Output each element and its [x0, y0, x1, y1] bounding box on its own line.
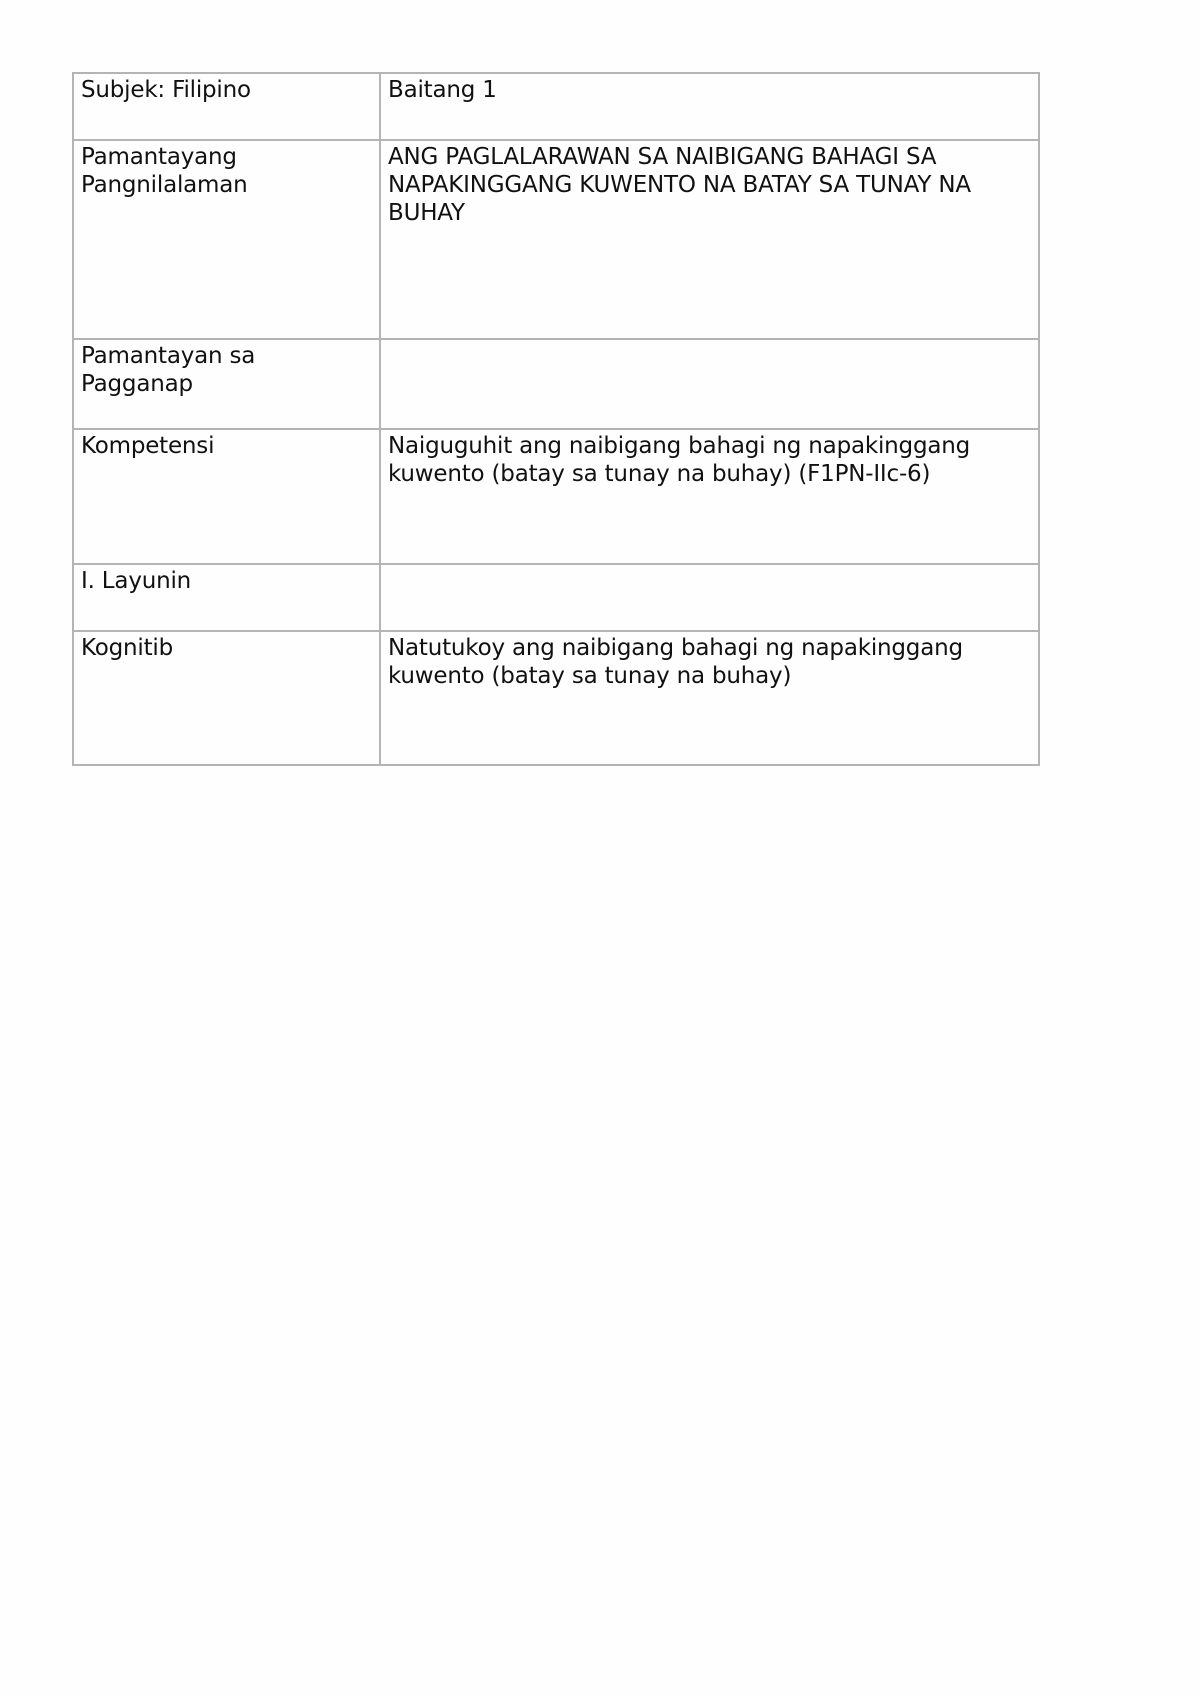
row-value-performance-standard: [380, 339, 1039, 429]
row-value-competency: Naiguguhit ang naibigang bahagi ng napakinggang kuwento (batay sa tunay na buhay) (F1PN-IIc-6): [380, 429, 1039, 564]
row-label-content-standard: Pamantayang Pangnilalaman: [73, 140, 380, 339]
row-label-cognitive: Kognitib: [73, 631, 380, 765]
row-value-objectives: [380, 564, 1039, 631]
row-value-content-standard: ANG PAGLALARAWAN SA NAIBIGANG BAHAGI SA NAPAKINGGANG KUWENTO NA BATAY SA TUNAY NA BUHAY: [380, 140, 1039, 339]
row-value-grade: Baitang 1: [380, 73, 1039, 140]
row-label-objectives: I. Layunin: [73, 564, 380, 631]
table-row: [73, 631, 1039, 765]
table-row: [73, 339, 1039, 429]
row-label-performance-standard: Pamantayan sa Pagganap: [73, 339, 380, 429]
row-label-competency: Kompetensi: [73, 429, 380, 564]
table-row: [73, 140, 1039, 339]
lesson-plan-table: [72, 72, 1040, 766]
table-row: [73, 564, 1039, 631]
table-row: [73, 429, 1039, 564]
table-row: [73, 73, 1039, 140]
row-label-subject: Subjek: Filipino: [73, 73, 380, 140]
row-value-cognitive: Natutukoy ang naibigang bahagi ng napakinggang kuwento (batay sa tunay na buhay): [380, 631, 1039, 765]
